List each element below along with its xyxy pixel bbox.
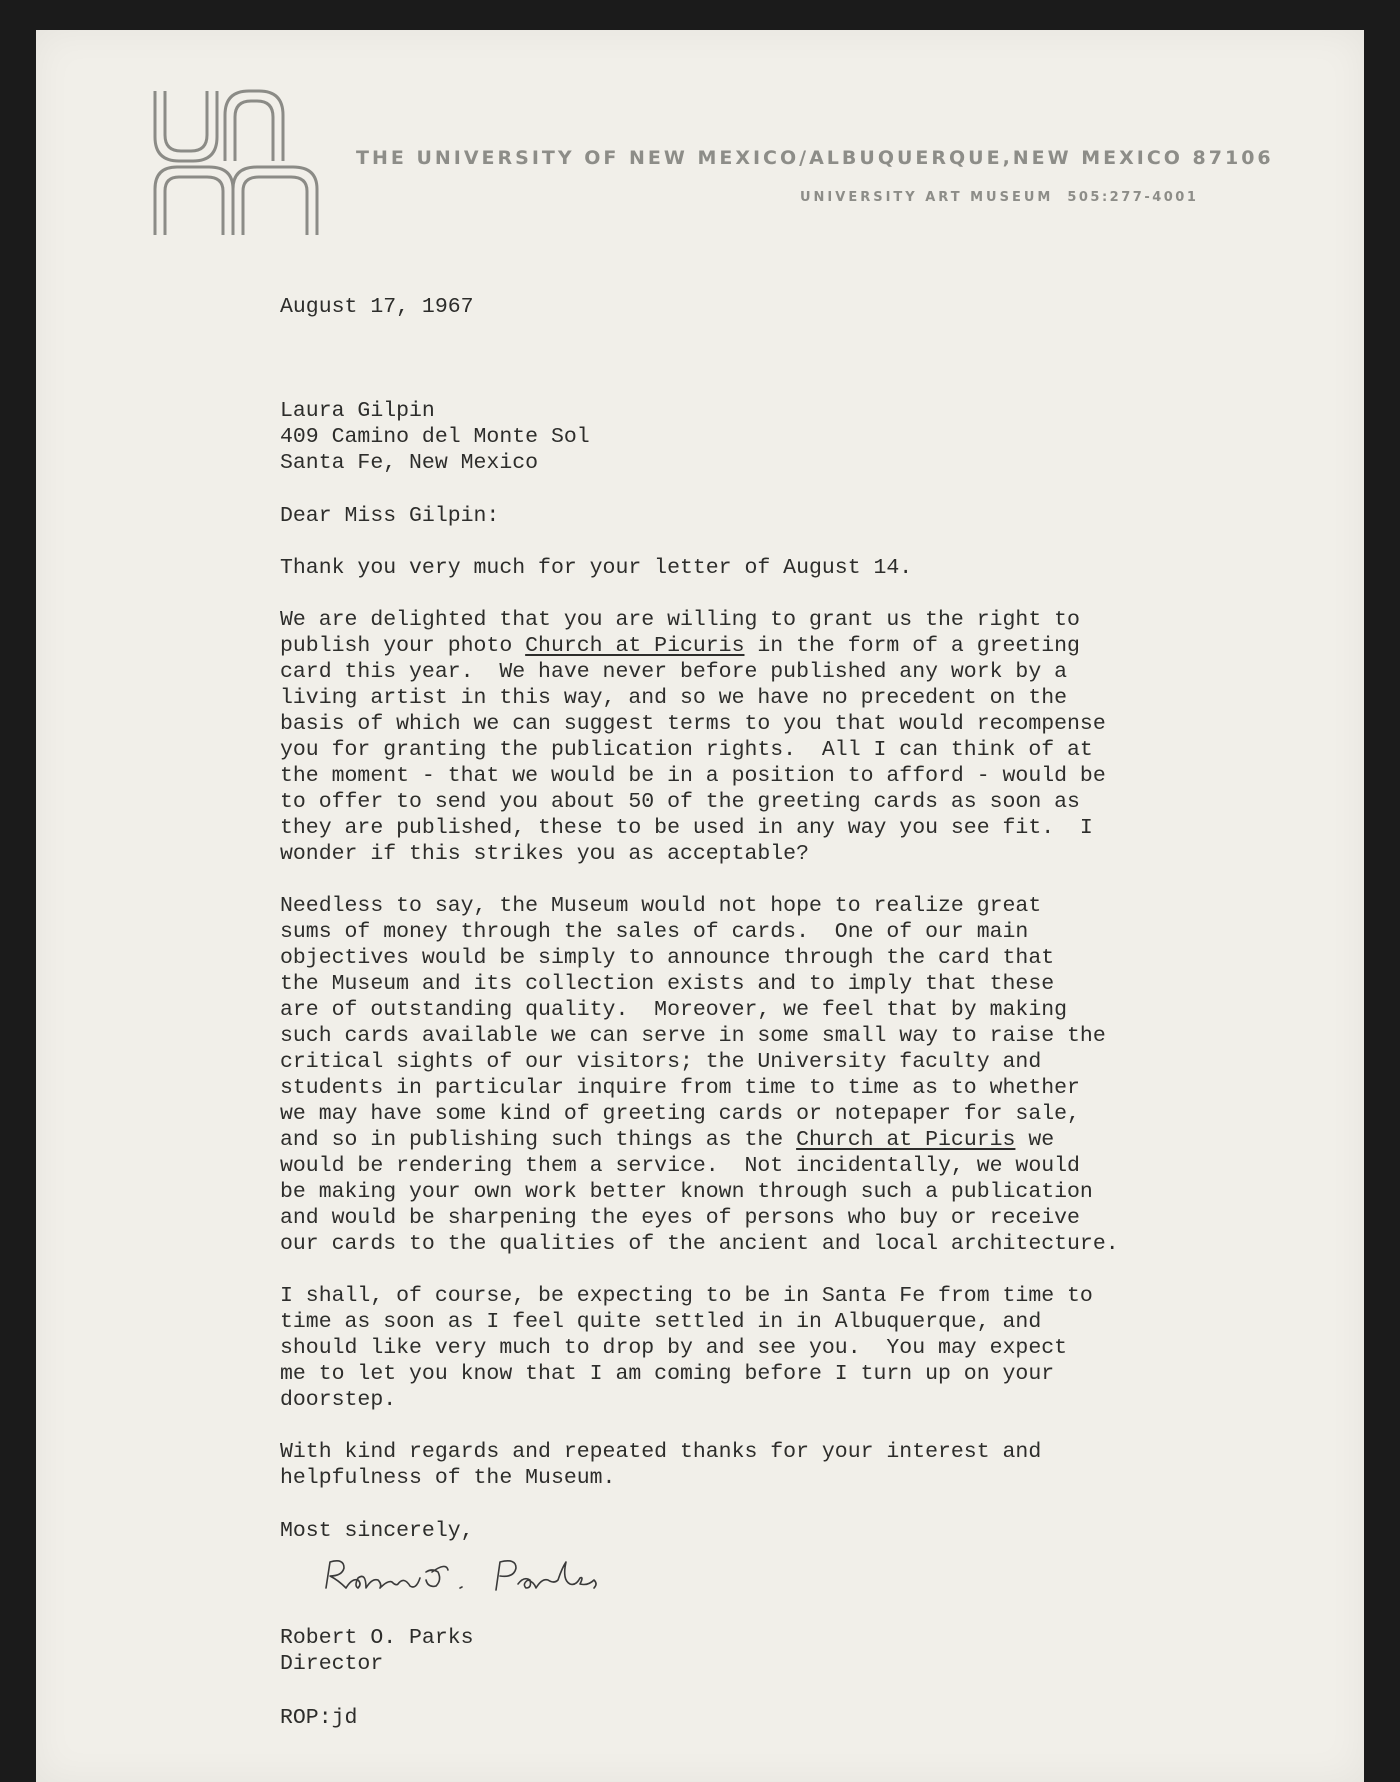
- paragraph-line: to offer to send you about 50 of the greeting cards as soon as: [280, 790, 1080, 814]
- paragraph-line: be making your own work better known through such a publication: [280, 1180, 1093, 1204]
- paragraph-line: such cards available we can serve in some small way to raise the: [280, 1024, 1106, 1048]
- paragraph-line: and would be sharpening the eyes of persons who buy or receive: [280, 1206, 1080, 1230]
- signer-block: [280, 1625, 474, 1677]
- paragraph-line: helpfulness of the Museum.: [280, 1466, 616, 1490]
- recipient-street: 409 Camino del Monte Sol: [280, 425, 590, 449]
- paragraph-line: Needless to say, the Museum would not hope to realize great: [280, 894, 1042, 918]
- text-run: in the form of a greeting: [744, 634, 1080, 658]
- paragraph-line: I shall, of course, be expecting to be in Santa Fe from time to: [280, 1284, 1093, 1308]
- body-paragraph-4: [280, 1283, 1093, 1413]
- paragraph-line: are of outstanding quality. Moreover, we feel that by making: [280, 998, 1068, 1022]
- text-run: and so in publishing such things as the: [280, 1128, 797, 1152]
- paragraph-line: basis of which we can suggest terms to you that would recompense: [280, 712, 1106, 736]
- paragraph-line: With kind regards and repeated thanks for your interest and: [280, 1440, 1042, 1464]
- signer-name: Robert O. Parks: [280, 1626, 474, 1650]
- paragraph-line: you for granting the publication rights. All I can think of at: [280, 738, 1093, 762]
- recipient-name: Laura Gilpin: [280, 399, 435, 423]
- paragraph-line: [280, 633, 1106, 659]
- handwritten-signature: [322, 1550, 692, 1600]
- paragraph-line: doorstep.: [280, 1388, 397, 1412]
- paragraph-line: me to let you know that I am coming before I turn up on your: [280, 1362, 1055, 1386]
- body-paragraph-1: Thank you very much for your letter of August 14.: [280, 556, 913, 580]
- paragraph-line: critical sights of our visitors; the University faculty and: [280, 1050, 1042, 1074]
- paragraph-line: wonder if this strikes you as acceptable?: [280, 842, 809, 866]
- photo-title: Church at Picuris: [525, 634, 745, 658]
- recipient-city: Santa Fe, New Mexico: [280, 451, 539, 475]
- paragraph-line: living artist in this way, and so we have no precedent on the: [280, 686, 1068, 710]
- text-run: publish your photo: [280, 634, 526, 658]
- unm-logo-icon: [153, 89, 319, 237]
- department-phone: 505:277-4001: [1067, 190, 1199, 205]
- body-paragraph-2: [280, 607, 1106, 867]
- salutation: Dear Miss Gilpin:: [280, 504, 500, 528]
- text-run: we: [1015, 1128, 1055, 1152]
- letterhead-university: THE UNIVERSITY OF NEW MEXICO/ALBUQUERQUE,NEW MEXICO 87106: [356, 147, 1274, 169]
- signer-title: Director: [280, 1652, 384, 1676]
- paragraph-line: sums of money through the sales of cards. One of our main: [280, 920, 1029, 944]
- letterhead-department: [800, 190, 1198, 205]
- paragraph-line: objectives would be simply to announce through the card that: [280, 946, 1055, 970]
- paragraph-line: We are delighted that you are willing to grant us the right to: [280, 608, 1080, 632]
- paragraph-line: should like very much to drop by and see you. You may expect: [280, 1336, 1068, 1360]
- recipient-address: [280, 398, 590, 476]
- paragraph-line: our cards to the qualities of the ancient and local architecture.: [280, 1232, 1119, 1256]
- body-paragraph-3: [280, 893, 1119, 1257]
- paragraph-line: the moment - that we would be in a position to afford - would be: [280, 764, 1106, 788]
- closing: Most sincerely,: [280, 1519, 474, 1543]
- paragraph-line: the Museum and its collection exists and to imply that these: [280, 972, 1055, 996]
- paragraph-line: we may have some kind of greeting cards or notepaper for sale,: [280, 1102, 1080, 1126]
- paragraph-line: students in particular inquire from time to time as to whether: [280, 1076, 1080, 1100]
- letter-date: August 17, 1967: [280, 295, 474, 319]
- reference-initials: ROP:jd: [280, 1706, 358, 1730]
- photo-title: Church at Picuris: [796, 1128, 1016, 1152]
- paragraph-line: time as soon as I feel quite settled in in Albuquerque, and: [280, 1310, 1042, 1334]
- paragraph-line: [280, 1127, 1119, 1153]
- department-name: UNIVERSITY ART MUSEUM: [800, 190, 1054, 205]
- paragraph-line: they are published, these to be used in any way you see fit. I: [280, 816, 1093, 840]
- paragraph-line: would be rendering them a service. Not incidentally, we would: [280, 1154, 1080, 1178]
- paragraph-line: card this year. We have never before published any work by a: [280, 660, 1068, 684]
- body-paragraph-5: [280, 1439, 1041, 1491]
